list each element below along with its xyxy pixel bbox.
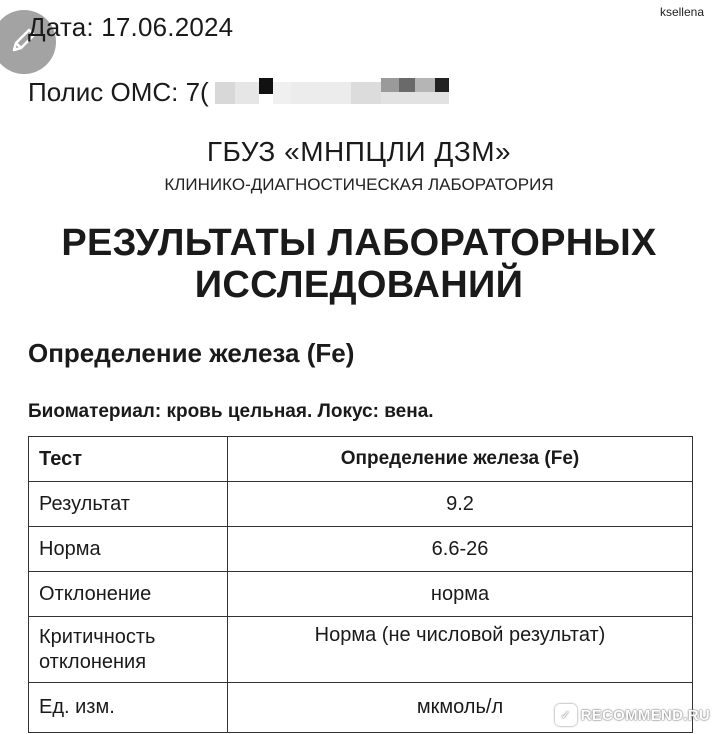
row-label-unit: Ед. изм. [29,683,228,733]
recommend-logo-icon: ✓ [555,704,577,726]
test-heading: Определение железа (Fe) [28,338,355,368]
table-row [29,617,693,683]
row-value-unit: мкмоль/л [228,683,693,733]
row-label-criticality: Критичность отклонения [29,617,228,683]
row-value-criticality: Норма (не числовой результат) [228,617,693,683]
row-label-norm: Норма [29,527,228,572]
table-row [29,527,693,572]
organization-name: ГБУЗ «МНПЦЛИ ДЗМ» [206,136,512,167]
row-label-result: Результат [29,482,228,527]
row-label-deviation: Отклонение [29,572,228,617]
header-test: Тест [29,437,228,482]
table-row [29,572,693,617]
row-value-deviation: норма [228,572,693,617]
policy-number [28,77,465,108]
row-value-result: 9.2 [228,482,693,527]
table-header-row [29,437,693,482]
results-table [28,436,693,733]
table-row [29,482,693,527]
document-title-line-1: РЕЗУЛЬТАТЫ ЛАБОРАТОРНЫХ [61,222,657,264]
biomaterial-line: Биоматериал: кровь цельная. Локус: вена. [28,401,434,422]
document-title-line-2: ИССЛЕДОВАНИЙ [194,264,524,306]
report-date: Дата: 17.06.2024 [28,12,234,42]
row-value-norm: 6.6-26 [228,527,693,572]
policy-label: Полис ОМС: 7( [28,77,209,107]
organization-department: КЛИНИКО-ДИАГНОСТИЧЕСКАЯ ЛАБОРАТОРИЯ [164,175,554,194]
recommend-watermark [555,704,710,726]
recommend-watermark-text: RECOMMEND.RU [580,706,710,724]
redacted-policy-number [215,78,465,108]
header-test-name: Определение железа (Fe) [228,437,693,482]
document-title [0,222,718,306]
watermark-username: ksellena [659,5,704,19]
